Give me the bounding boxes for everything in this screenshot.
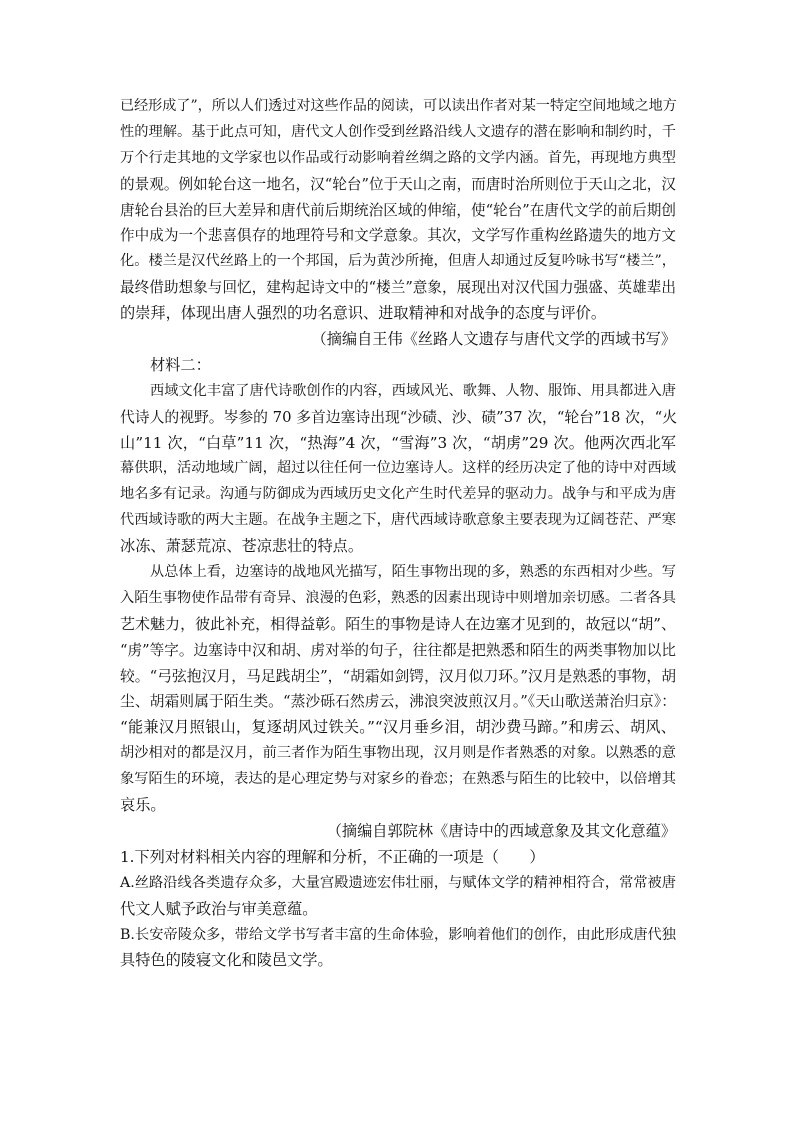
option-b-continued: 具特色的陵寝文化和陵邑文学。 (120, 951, 333, 970)
option-b: B.长安帝陵众多，带给文学书写者丰富的生命体验，影响着他们的创作，由此形成唐代独 (120, 926, 676, 943)
text-line: 较。“弓弦抱汉月，马足践胡尘”，“胡霜如剑锷，汉月似刀环。”汉月是熟悉的事物，胡 (120, 667, 676, 685)
option-a: A.丝路沿线各类遗存众多，大量宫殿遗迹宏伟壮丽，与赋体文学的精神相符合，常常被唐 (120, 874, 676, 891)
source-citation: （摘编自王伟《丝路人文遗存与唐代文学的西域书写》 (311, 330, 676, 349)
text-line: 的崇拜，体现出唐人强烈的功名意识、进取精神和对战争的态度与评价。 (120, 304, 606, 323)
text-line: 冰冻、萧瑟荒凉、苍凉悲壮的特点。 (120, 537, 363, 556)
text-line: 化。楼兰是汉代丝路上的一个邦国，后为黄沙所掩，但唐人却通过反复吟咏书写“楼兰”， (120, 253, 676, 270)
text-line: 尘、胡霜则属于陌生类。“蒸沙砾石然虏云，沸浪突波煎汉月。”《天山歌送萧治归京》： (120, 693, 676, 711)
text-line: 唐轮台县治的巨大差异和唐代前后期统治区域的伸缩，使“轮台”在唐代文学的前后期创 (120, 201, 676, 219)
question-stem: 1.下列对材料相关内容的理解和分析，不正确的一项是（ ） (120, 847, 545, 866)
text-line: 幕供职，活动地域广阔，超过以往任何一位边塞诗人。这样的经历决定了他的诗中对西域 (120, 460, 676, 477)
source-citation: （摘编自郭院林《唐诗中的西域意象及其文化意蕴》 (326, 821, 676, 840)
text-line: “能兼汉月照银山，复逐胡风过铁关。”“汉月垂乡泪，胡沙费马蹄。”和虏云、胡风、 (120, 718, 676, 737)
text-line: 性的理解。基于此点可知，唐代文人创作受到丝路沿线人文遗存的潜在影响和制约时，千 (120, 123, 676, 140)
document-page (120, 94, 676, 974)
text-line: 代西域诗歌的两大主题。在战争主题之下，唐代西域诗歌意象主要表现为辽阔苍茫、严寒 (120, 512, 676, 529)
text-line: 艺术魅力，彼此补充，相得益彰。陌生的事物是诗人在边塞才见到的，故冠以“胡”、 (120, 614, 676, 633)
option-a-continued: 代文人赋予政治与审美意蕴。 (120, 899, 318, 918)
text-line: 的景观。例如轮台这一地名，汉“轮台”位于天山之南，而唐时治所则位于天山之北，汉 (120, 175, 676, 193)
text-line: 地名多有记录。沟通与防御成为西域历史文化产生时代差异的驱动力。战争与和平成为唐 (120, 486, 676, 503)
text-line: “虏”等字。边塞诗中汉和胡、虏对举的句子，往往都是把熟悉和陌生的两类事物加以比 (120, 641, 676, 659)
text-line: 哀乐。 (120, 796, 166, 815)
text-line: 作中成为一个悲喜俱存的地理符号和文学意象。其次，文学写作重构丝路遗失的地方文 (120, 227, 676, 245)
text-line: 代诗人的视野。岑参的 70 多首边塞诗出现“沙碛、沙、碛”37 次，“轮台”18 次，“火 (120, 408, 678, 426)
text-line: 山”11 次，“白草”11 次，“热海”4 次，“雪海”3 次，“胡虏”29 次。他两次西北军 (120, 433, 676, 452)
text-line: 西域文化丰富了唐代诗歌创作的内容，西域风光、歌舞、人物、服饰、用具都进入唐 (150, 382, 676, 399)
text-line: 已经形成了”，所以人们透过对这些作品的阅读，可以读出作者对某一特定空间地域之地方 (120, 98, 677, 114)
text-line: 最终借助想象与回忆，建构起诗文中的“楼兰”意象，展现出对汉代国力强盛、英雄辈出 (120, 279, 676, 297)
text-line: 万个行走其地的文学家也以作品或行动影响着丝绸之路的文学内涵。首先，再现地方典型 (120, 149, 676, 166)
section-heading: 材料二： (150, 355, 211, 374)
text-line: 入陌生事物使作品带有奇异、浪漫的色彩，熟悉的因素出现诗中则增加亲切感。二者各具 (120, 589, 676, 606)
text-line: 胡沙相对的都是汉月，前三者作为陌生事物出现，汉月则是作者熟悉的对象。以熟悉的意 (120, 745, 676, 762)
text-line: 象写陌生的环境，表达的是心理定势与对家乡的眷恋；在熟悉与陌生的比较中，以倍增其 (120, 771, 676, 788)
text-line: 从总体上看，边塞诗的战地风光描写，陌生事物出现的多，熟悉的东西相对少些。写 (150, 564, 676, 581)
